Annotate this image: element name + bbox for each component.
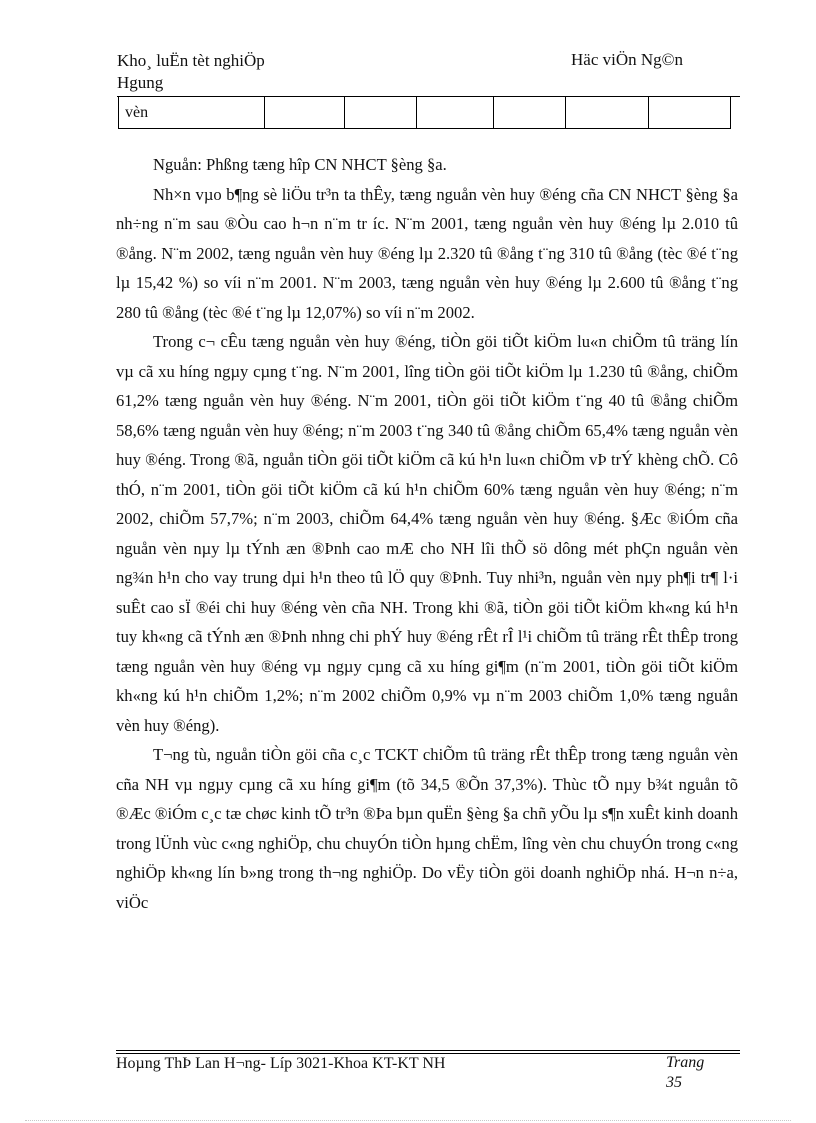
page-bottom-edge [25, 1120, 791, 1121]
header-right: Häc viÖn Ng©n [571, 50, 684, 69]
body-text [116, 150, 738, 917]
footer-divider-2 [116, 1053, 740, 1054]
table-row [119, 97, 731, 129]
table-cell [649, 97, 731, 129]
source-note: Nguån: Phßng tæng hîp CN NHCT §èng §a. [153, 155, 447, 174]
table-cell [417, 97, 494, 129]
page-label: Trang [666, 1054, 705, 1071]
paragraph-3: T¬ng tù, nguån tiÒn göi cña c¸c TCKT chiÕm tû träng rÊt thÊp trong tæng nguån vèn cña NH vµ ngµy cµng cã xu híng gi¶m (tõ 34,5 ®Õn 37,3%). Thùc tÕ nµy b¾t nguån tõ ®Æc ®iÓm c¸c tæ chøc kinh tÕ tr³n ®Þa bµn quËn §èng §a chñ yÕu lµ s¶n xuÊt kinh doanh trong lÜnh vùc c«ng nghiÖp, chu chuyÓn tiÒn hµng chËm, lîng vèn chu chuyÓn trong c«ng nghiÖp kh«ng lín b»ng trong th¬ng nghiÖp. Do vËy tiÒn göi doanh nghiÖp nhá. H¬n n÷a, viÖc [116, 745, 738, 912]
page-number: 35 [666, 1074, 682, 1091]
page-number-block [666, 1053, 704, 1093]
footer-author: Hoµng ThÞ Lan H¬ng- Líp 3021-Khoa KT-KT NH [116, 1055, 446, 1072]
paragraph-1: Nh×n vµo b¶ng sè liÖu tr³n ta thÊy, tæng nguån vèn huy ®éng cña CN NHCT §èng §a nh÷ng n¨m sau ®Òu cao h¬n n¨m tr íc. N¨m 2001, tæng nguån vèn huy ®éng lµ 2.010 tû ®ång. N¨m 2002, tæng nguån vèn huy ®éng lµ 2.320 tû ®ång t¨ng 310 tû ®ång (tèc ®é t¨ng lµ 15,42 %) so víi n¨m 2001. N¨m 2003, tæng nguån vèn huy ®éng lµ 2.600 tû ®ång t¨ng 280 tû ®ång (tèc ®é t¨ng lµ 12,07%) so víi n¨m 2002. [116, 184, 738, 322]
table-cell [494, 97, 566, 129]
header-left-line2: Hgung [117, 73, 164, 92]
table-cell [265, 97, 345, 129]
header-left [117, 50, 265, 94]
data-table-fragment [118, 96, 731, 129]
table-cell [345, 97, 417, 129]
header-left-line1: Kho¸ luËn tèt nghiÖp [117, 51, 265, 70]
table-cell-label: vèn [119, 97, 265, 129]
table-cell [566, 97, 649, 129]
footer-divider [116, 1050, 740, 1051]
paragraph-2: Trong c¬ cÊu tæng nguån vèn huy ®éng, tiÒn göi tiÕt kiÖm lu«n chiÕm tû träng lín vµ cã xu híng ngµy cµng t¨ng. N¨m 2001, lîng tiÒn göi tiÕt kiÖm lµ 1.230 tû ®ång, chiÕm 61,2% tæng nguån vèn huy ®éng. N¨m 2001, tiÒn göi tiÕt kiÖm t¨ng 40 tû ®ång chiÕm 58,6% tæng nguån vèn huy ®éng; n¨m 2003 t¨ng 340 tû ®ång chiÕm 65,4% tæng nguån vèn huy ®éng. Trong ®ã, nguån tiÒn göi tiÕt kiÖm cã kú h¹n lu«n chiÕm vÞ trÝ khèng chÕ. Cô thÓ, n¨m 2001, tiÒn göi tiÕt kiÖm cã kú h¹n chiÕm 60% tæng nguån vèn huy ®éng; n¨m 2002, chiÕm 57,7%; n¨m 2003, chiÕm 64,4% tæng nguån vèn huy ®éng. §Æc ®iÓm cña nguån vèn nµy lµ tÝnh æn ®Þnh cao mÆ cho NH lîi thÕ sö dông mét phÇn nguån vèn ng¾n h¹n cho vay trung dµi h¹n theo tû lÖ quy ®Þnh. Tuy nhi³n, nguån vèn nµy ph¶i tr¶ l·i suÊt cao sÏ ®éi chi huy ®éng vèn cña NH. Trong khi ®ã, tiÒn göi tiÕt kiÖm kh«ng kú h¹n tuy kh«ng cã tÝnh æn ®Þnh nhng chi phÝ huy ®éng rÊt rÎ l¹i chiÕm tû träng rÊt thÊp trong tæng nguån vèn huy ®éng vµ ngµy cµng cã xu híng gi¶m (n¨m 2001, tiÒn göi tiÕt kiÖm kh«ng kú h¹n chiÕm 1,2%; n¨m 2002 chiÕm 0,9% vµ n¨m 2003 chiÕm 1,0% tæng nguån vèn huy ®éng). [116, 332, 738, 735]
